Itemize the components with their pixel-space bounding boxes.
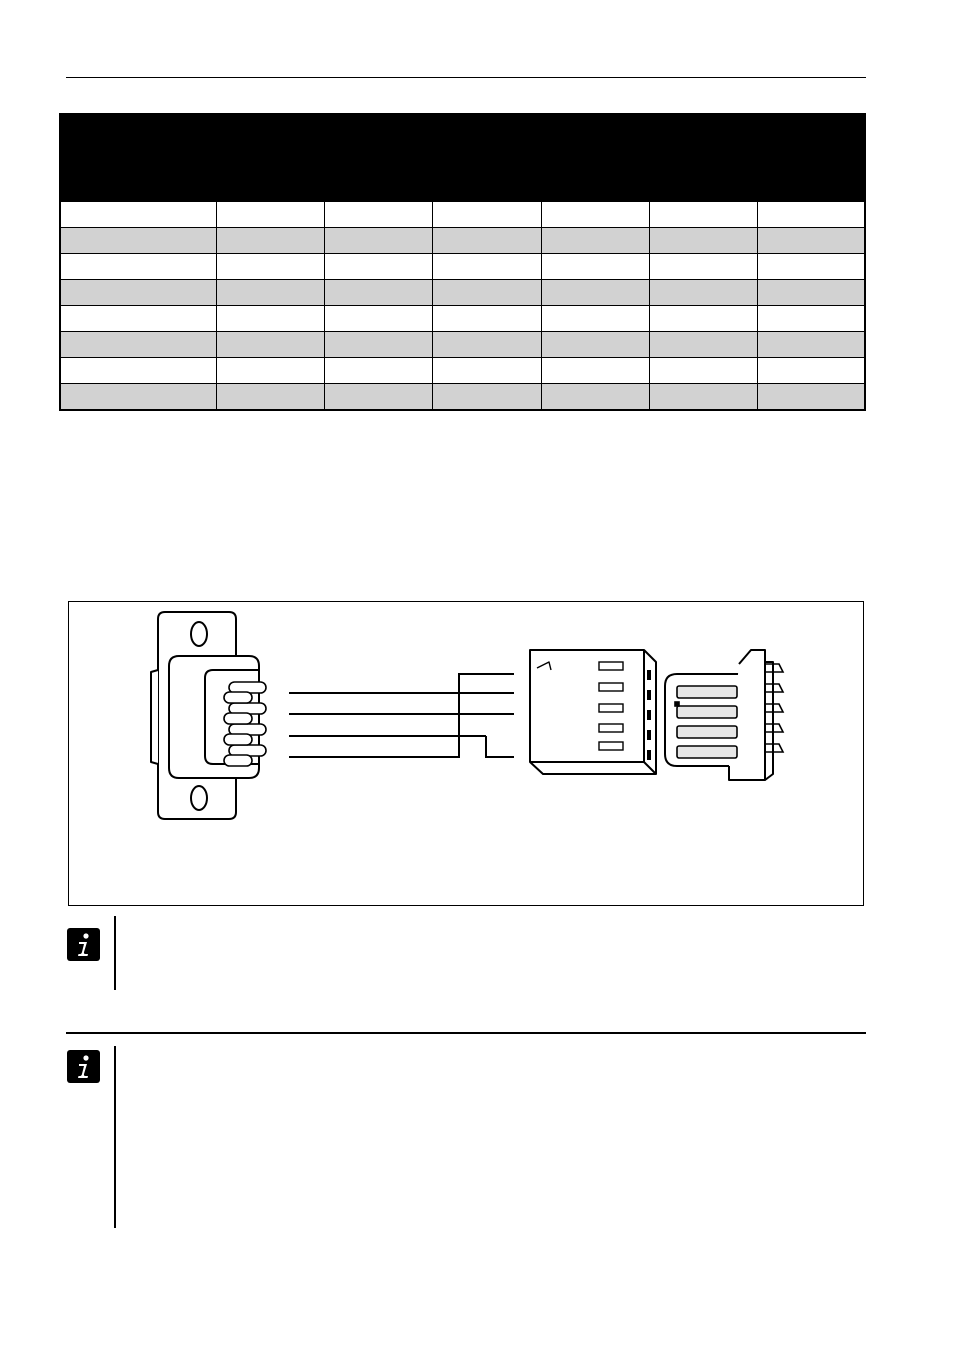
table-cell	[60, 358, 216, 384]
table-cell	[324, 254, 432, 280]
table-cell	[324, 358, 432, 384]
table-cell	[757, 228, 865, 254]
table-cell	[216, 358, 324, 384]
table-header-row	[60, 114, 865, 202]
table-cell	[649, 358, 757, 384]
table-cell	[216, 384, 324, 411]
table-cell	[216, 306, 324, 332]
wiring-diagram-svg	[69, 602, 863, 905]
table-cell	[541, 202, 649, 228]
table-cell	[432, 306, 541, 332]
table-cell	[432, 332, 541, 358]
table-cell	[541, 254, 649, 280]
table-header-cell	[216, 114, 324, 202]
table-cell	[324, 332, 432, 358]
table-cell	[757, 254, 865, 280]
table-header-cell	[649, 114, 757, 202]
table-cell	[432, 228, 541, 254]
wiring-diagram	[68, 601, 864, 906]
table-cell	[216, 280, 324, 306]
header-rule	[66, 77, 866, 78]
table-cell	[649, 306, 757, 332]
table-cell	[216, 254, 324, 280]
table-cell	[324, 228, 432, 254]
table-cell	[216, 202, 324, 228]
table-cell	[649, 280, 757, 306]
table-cell	[541, 332, 649, 358]
table-row	[60, 228, 865, 254]
table-cell	[60, 332, 216, 358]
table-cell	[432, 384, 541, 411]
table-cell	[757, 280, 865, 306]
info-icon	[67, 928, 100, 961]
table-cell	[60, 384, 216, 411]
table-row	[60, 306, 865, 332]
table-row	[60, 254, 865, 280]
table-cell	[649, 254, 757, 280]
spec-table	[59, 113, 866, 411]
table-row	[60, 332, 865, 358]
wire-bundle	[289, 674, 514, 757]
table-cell	[757, 306, 865, 332]
table-cell	[541, 306, 649, 332]
note-bar	[114, 916, 116, 990]
table-cell	[541, 280, 649, 306]
section-rule	[66, 1032, 866, 1034]
table-header-cell	[432, 114, 541, 202]
table-cell	[324, 280, 432, 306]
table-cell	[60, 280, 216, 306]
table-cell	[432, 280, 541, 306]
table-cell	[60, 228, 216, 254]
table-cell	[757, 384, 865, 411]
table-header-cell	[541, 114, 649, 202]
table-header-cell	[757, 114, 865, 202]
table-cell	[60, 306, 216, 332]
table-row	[60, 384, 865, 411]
table-cell	[649, 202, 757, 228]
table-header-cell	[60, 114, 216, 202]
table-cell	[649, 384, 757, 411]
table-row	[60, 358, 865, 384]
table-cell	[649, 228, 757, 254]
table-cell	[432, 358, 541, 384]
table-cell	[432, 254, 541, 280]
table-cell	[216, 228, 324, 254]
table-cell	[757, 202, 865, 228]
table-row	[60, 202, 865, 228]
table-cell	[60, 202, 216, 228]
table-cell	[757, 358, 865, 384]
table-cell	[324, 306, 432, 332]
table-cell	[432, 202, 541, 228]
table-cell	[324, 202, 432, 228]
info-icon	[67, 1050, 100, 1083]
table-header-cell	[324, 114, 432, 202]
table-cell	[60, 254, 216, 280]
table-cell	[541, 228, 649, 254]
table-cell	[216, 332, 324, 358]
table-cell	[541, 358, 649, 384]
table-row	[60, 280, 865, 306]
socket-housing	[530, 650, 656, 774]
table-cell	[324, 384, 432, 411]
table-cell	[649, 332, 757, 358]
note-bar	[114, 1046, 116, 1228]
table-cell	[757, 332, 865, 358]
table-cell	[541, 384, 649, 411]
